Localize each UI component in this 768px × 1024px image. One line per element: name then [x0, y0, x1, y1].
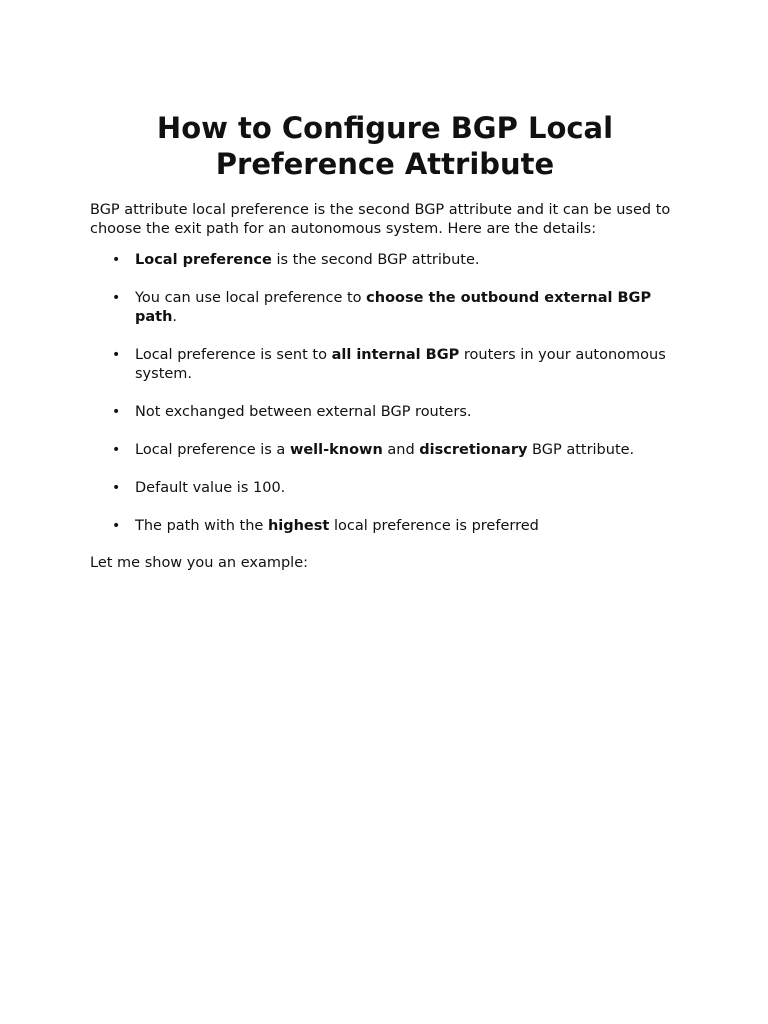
text-segment: and	[382, 442, 420, 458]
bullet-icon: •	[112, 518, 121, 534]
bold-text: discretionary	[419, 442, 528, 458]
list-item	[90, 289, 680, 327]
bullet-icon: •	[112, 404, 121, 420]
bold-text: well-known	[289, 442, 383, 458]
list-item	[90, 517, 680, 536]
list-item	[90, 403, 680, 422]
text-segment: Default value is 100.	[135, 480, 286, 496]
text-segment: Local preference is sent to	[135, 347, 332, 363]
intro-paragraph: BGP attribute local preference is the second BGP attribute and it can be used to choose the exit path for an autonomous system. Here are the details:	[90, 202, 671, 237]
title-line-2: Preference Attribute	[215, 147, 555, 181]
bullet-icon: •	[112, 442, 121, 458]
page-title	[90, 110, 680, 182]
details-list	[90, 251, 680, 536]
bold-text: choose the outbound external BGP path	[135, 290, 652, 325]
text-segment: .	[172, 309, 178, 325]
text-segment: routers in your autonomous system.	[135, 347, 666, 382]
list-item	[90, 441, 680, 460]
outro-paragraph: Let me show you an example:	[90, 555, 309, 571]
title-line-1: How to Configure BGP Local	[156, 111, 614, 145]
text-segment: is the second BGP attribute.	[271, 252, 480, 268]
document-page	[90, 0, 680, 573]
text-segment: You can use local preference to	[135, 290, 367, 306]
bold-text: all internal BGP	[331, 347, 460, 363]
bold-text: Local preference	[135, 252, 272, 268]
bullet-icon: •	[112, 290, 121, 306]
list-item	[90, 251, 680, 270]
bold-text: highest	[267, 518, 330, 534]
text-segment: Local preference is a	[135, 442, 290, 458]
bullet-icon: •	[112, 480, 121, 496]
list-item	[90, 479, 680, 498]
text-segment: local preference is preferred	[329, 518, 539, 534]
bullet-icon: •	[112, 347, 121, 363]
text-segment: Not exchanged between external BGP routers.	[135, 404, 472, 420]
text-segment: BGP attribute.	[527, 442, 635, 458]
bullet-icon: •	[112, 252, 121, 268]
text-segment: The path with the	[135, 518, 268, 534]
list-item	[90, 346, 680, 384]
